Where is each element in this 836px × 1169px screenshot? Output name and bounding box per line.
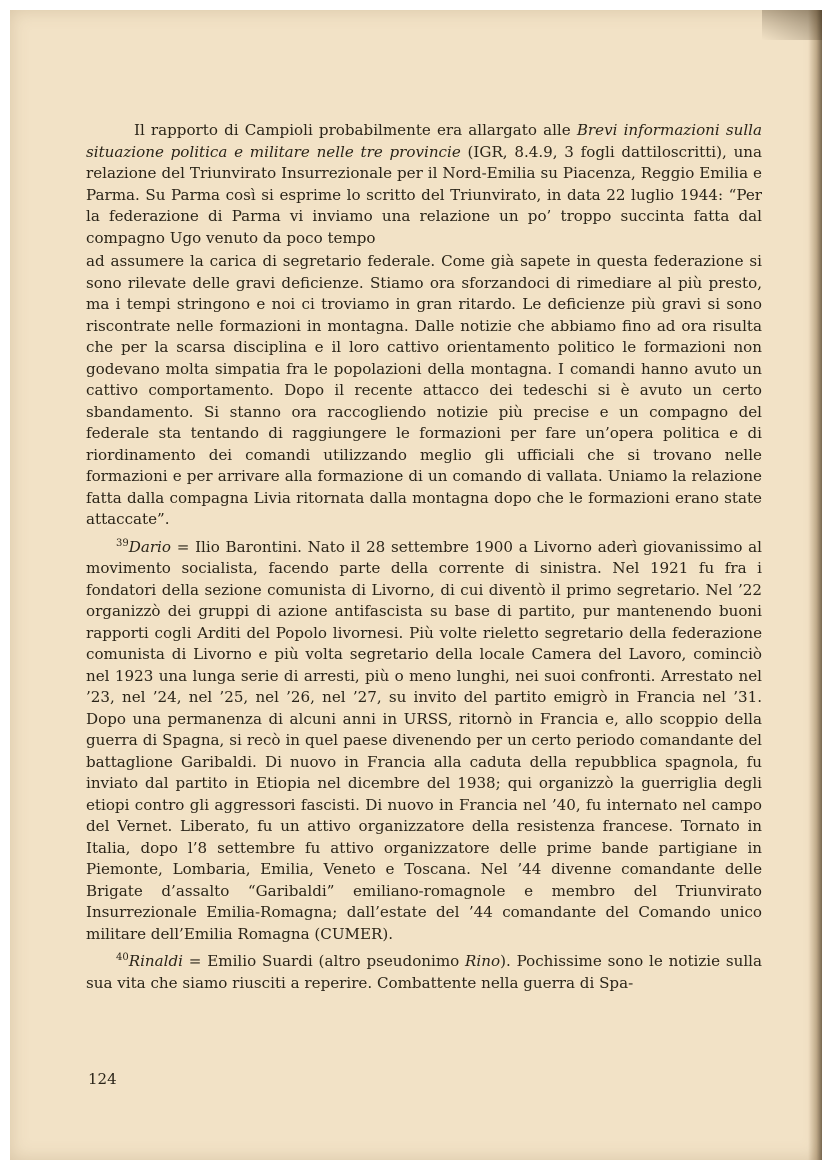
page-text [86,120,762,1000]
paragraph-campioli [86,120,762,249]
footnote-number: 40 [116,951,129,963]
footnote-text: = Ilio Barontini. Nato il 28 settembre 1900 a Livorno aderì giovanissimo al movimento socialista, facendo parte della corrente di sinistra. Nel 1921 fu fra i fondatori della sezione comunista di Livorno, di cui diventò il primo segretario. Nel ’22 organizzò dei gruppi di azione antifascista su base di partito, pur mantenendo buoni rapporti cogli Arditi del Popolo livornesi. Più volte rieletto segretario della federazione comunista di Livorno e più volta segretario della locale Camera del Lavoro, cominciò nel 1923 una lunga serie di arresti, più o meno lunghi, nei suoi confronti. Arrestato nel ’23, nel ’24, nel ’25, nel ’26, nel ’27, su invito del partito emigrò in Francia nel ’31. Dopo una permanenza di alcuni anni in URSS, ritornò in Francia e, allo scoppio della guerra di Spagna, si recò in quel paese divenendo per un certo periodo comandante del battaglione Garibaldi. Di nuovo in Francia alla caduta della repubblica spagnola, fu inviato dal partito in Etiopia nel dicembre del 1938; qui organizzò la guerriglia degli etiopi contro gli aggressori fascisti. Di nuovo in Francia nel ’40, fu internato nel campo del Vernet. Liberato, fu un attivo organizzatore della resistenza francese. Tornato in Italia, dopo l’8 settembre fu attivo organizzatore delle prime bande partigiane in Piemonte, Lombaria, Emilia, Veneto e Toscana. Nel ’44 divenne comandante delle Brigate d’assalto “Garibaldi” emiliano-romagnole e membro del Triunvirato Insurrezionale Emilia-Romagna; dall’estate del ’44 comandante del Comando unico militare dell’Emilia Romagna (CUMER). [86,537,762,943]
paragraph-continuation [86,251,762,531]
footnote-name: Dario [128,537,171,556]
italic-title: Brevi informazioni sulla situazione politica e militare nelle tre provincie [86,121,762,161]
footnote-number: 39 [116,537,129,549]
footnote-40 [86,951,762,994]
footnote-text: ). Pochissime sono le notizie sulla sua vita che siamo riusciti a reperire. Combattente nella guerra di Spa- [86,952,762,992]
footnote-39 [86,537,762,946]
paragraph-text: Il rapporto di Campioli probabilmente era allargato alle [134,121,577,139]
page-number: 124 [88,1070,117,1088]
footnote-text: = Emilio Suardi (altro pseudonimo [182,952,466,970]
paragraph-text: ad assumere la carica di segretario federale. Come già sapete in questa federazione si sono rilevate delle gravi deficienze. Stiamo ora sforzandoci di rimediare al più presto, ma i tempi stringono e noi ci troviamo in gran ritardo. Le deficienze più gravi si sono riscontrate nelle formazioni in montagna. Dalle notizie che abbiamo fino ad ora risulta che per la scarsa disciplina e il loro cattivo orientamento politico le formazioni non godevano molta simpatia fra le popolazioni della montagna. I comandi hanno avuto un cattivo comportamento. Dopo il recente attacco dei tedeschi si è avuto un certo sbandamento. Si stanno ora raccogliendo notizie più precise e un compagno del federale sta tentando di raggiungere le formazioni per fare un’opera politica e di riordinamento dei comandi utilizzando meglio gli ufficiali che si trovano nelle formazioni e per arrivare alla formazione di un comando di vallata. Uniamo la relazione fatta dalla compagna Livia ritornata dalla montagna dopo che le formazioni erano state attaccate”. [86,252,762,528]
paragraph-text: (IGR, 8.4.9, 3 fogli dattiloscritti), una relazione del Triunvirato Insurrezionale per il Nord-Emilia su Piacenza, Reggio Emilia e Parma. Su Parma così si esprime lo scritto del Triunvirato, in data 22 luglio 1944: “Per la federazione di Parma vi inviamo una relazione un po’ troppo succinta fatta dal compagno Ugo venuto da poco tempo [86,142,763,247]
footnote-alias: Rino [465,952,501,970]
book-page [10,10,822,1160]
footnote-name: Rinaldi [128,952,183,970]
page-edge-shadow [808,10,822,1160]
page-corner-shadow [762,10,822,40]
